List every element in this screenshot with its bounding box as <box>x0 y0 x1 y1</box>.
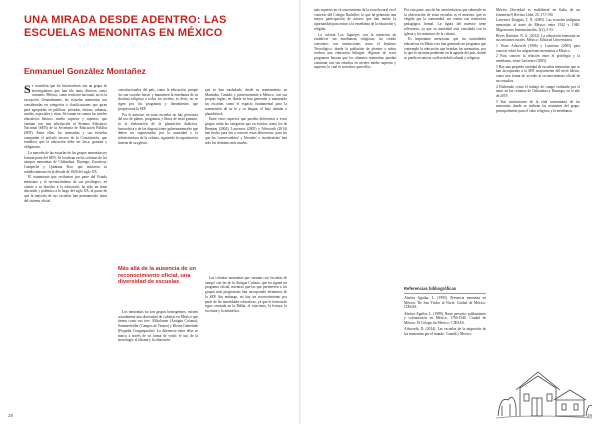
body-column-1 <box>24 84 107 404</box>
drop-cap: S <box>24 84 31 96</box>
note-entry: 1 Vease Ailsworth (1996) y Lawrence (2005) para conocer sobre los migraciones menonitas a México. <box>496 43 580 53</box>
paragraph: Es importante mencionar que las autoridades educativas en México no han generado un programa que contemple la educación que brindan los menonitas, por lo que es un tema pendiente en la agenda del país, donde se pueda reconocer su diversidad cultural y religiosa. <box>404 37 486 61</box>
article-author: Enmanuel González Montañez <box>24 66 146 76</box>
page-number: 28 <box>8 413 14 418</box>
note-entry: México (Sociedad es multilineal en Italia de un fenomeno?) Revista Líder, 25, 171-190. <box>496 8 580 17</box>
article-title: UNA MIRADA DESDE ADENTRO: LAS ESCUELAS MENONITAS EN MÉXICO <box>24 14 227 39</box>
paragraph: La colonia Los Jagüeyes con la intención de establecer sus enseñanzas religiosas, ha creado convenios con instituciones como el Instituto Tecnológico, donde la población de jóvenes y niños reciben una educación bilingüe. Algunos de estos programas buscan que los alumnos menonitas puedan continuar con sus estudios en niveles medio superior y superior, lo cual es novedoso para ellos. <box>314 32 396 70</box>
note-entry: 3 Hay una pequeña cantidad de escuelas menonitas que se han incorporado a la SEP, mayormente del nivel básico, como una forma de acceder al reconocimiento oficial de sus estudios. <box>496 64 580 83</box>
paragraph: más expertos en el conocimiento de la escuela rural en el contexto del Colegio Bachiller, lo que ha generado una mayor participación de actores que han tenido la oportunidad para entrar a la enseñanza de la educación y religión. <box>314 8 396 31</box>
note-entry: 5 Son instituciones de la vida comunitaria de los menonitas donde se realizan las reuniones del grupo, principalmente para el culto religioso y la enseñanza. <box>496 99 580 114</box>
bibliography-list <box>404 296 486 408</box>
note-entry: 2 Para conocer la relación entre el privilegio y la enseñanza, véase Lawrence (2005). <box>496 54 580 64</box>
paragraph: Entre estos aspectos que pueden diferenciar a estos grupos están las categorías que en escritos como los de Bennion (2004), Lawrence (2005) y Ailsworth (2014) han hecho para dar a conocer estas diferencias, para los que los 'conservadores' y 'liberales' o 'modernistas' han sido los términos más usados. <box>205 117 287 145</box>
paragraph: Por otra parte, una de las características que sobresale en la observación de estas escuelas es el maestro, que es elegido por la comunidad, sin contar con formación pedagógica formal. La figura del maestro tiene relevancia, ya que su autoridad está vinculada con la iglesia y los ministros de la colonia. <box>404 8 486 36</box>
bibliography-entry: Aboites Aguilar, L. (1999). Norte precario: poblamiento y colonización en México, 1760-1940. Ciudad de México: El Colegio de México / CIESAS. <box>404 311 486 326</box>
paragraph: que se han trasladado, desde su asentamiento en Manitoba, Canadá, y posteriormente a México, con sus propias reglas, en donde se han generado y mantenido las escuelas como el espacio fundamental para la transmisión de su fe y su lengua, el bajo alemán o plautdietsch. <box>205 88 287 116</box>
body-column-2-lower <box>118 310 198 406</box>
bibliography-heading: Referencias bibliográficas <box>404 286 457 291</box>
bibliography-entry: Ailsworth, D. (2014). Las escuelas de la migración de los menonitas por el mundo. Canadá y Mexico. <box>404 327 486 336</box>
notes-column <box>496 8 580 374</box>
body-column-3-lower <box>205 276 287 406</box>
body-column-2 <box>404 8 486 282</box>
paragraph: Las colonias menonitas que cuentan con 'escuelas de campo' son las de la Antigua Colonia, que no siguen un programa oficial, mientras que las que pertenecen a los grupos más progresistas han incorporado elementos de la SEP. Sin embargo, no hay un reconocimiento por parte de las autoridades educativas, ya que la formación sigue centrada en la Biblia, el catecismo, la lectura, la escritura y la aritmética. <box>205 276 287 313</box>
paragraph: constitucionales del país, como la educación, porque 'no son sociales laicas' y mantienen la enseñanza de su doctrina religiosa a todos los niveles, es decir, no se rigen por los programas y lineamientos que proporciona la SEP. <box>118 88 198 111</box>
body-column-1 <box>314 8 396 404</box>
paragraph: El tratamiento que recibieron por parte del Estado mexicano y el reconocimiento de sus privilegios, en cuanto a su derecho a la educación, ha sido un tema discutido y polémico a lo largo del siglo XX, al punto de que la mayoría de sus escuelas han permanecido fuera del sistema oficial. <box>24 175 107 203</box>
paragraph: Los menonitas no son grupos homogéneos, existen actualmente una diversidad de colonias en México que tienen como sus tres: Altkolonier (Antigua Colonia), Sommerfelder (Campos de Verano) y Kleine Gemeinde (Pequeña Congregación). La diferencia entre ellas se marca a través de su forma de vestir, el uso de la tecnología, el idioma y la educación. <box>118 310 198 343</box>
page-number: 29 <box>586 413 592 418</box>
body-column-3 <box>205 88 287 274</box>
section-heading: Más allá de la ausencia de un reconocimiento oficial, una diversidad de escuelas <box>118 266 197 286</box>
divider <box>404 293 486 294</box>
note-entry: 4 Elaborado como el trabajo de campo realizado por el autor en las colonias de Chihuahua y Durango, en el año de 2019. <box>496 84 580 98</box>
right-page <box>300 0 600 424</box>
paragraph: La mayoría de las escuelas de los grupos menonitas no forman parte del SEN. Se localizan en las colonias de los campos menonitas de Chihuahua, Durango, Zacatecas, Campeche y Quintana Roo, que iniciaron su establecimiento en la década de 1920 del siglo XX. <box>24 150 107 174</box>
paragraph: Por lo anterior, en estas escuelas no hay presencia del uso de planes, programas y libros de texto gratuito, ni la elaboración de la planeación didáctica, burocrática y de las disposiciones gubernamentales que deben ser supervisadas por la autoridad y la infraestructura de la colonia, siguiendo la organización interna de su iglesia. <box>118 112 198 145</box>
body-column-2 <box>118 88 198 248</box>
note-entry: Lawrence Douglas, T. N. (2005). Las escuelas indígenas menonitas al norte de México entre 1922 y 1940. Migraciones Internacionales, 3(2), 5-33. <box>496 18 580 32</box>
note-entry: Reyes Ramírez, N. G. (2012). La educación menonita en sus misiones rurales. México: Editorial Universitaria. <box>496 33 580 43</box>
bibliography-entry: Aboites Aguilar, L. (1995). Presencia menonita en México: De San Ysidro al Norte. Ciudad de México: CIESAS. <box>404 296 486 310</box>
paragraph: Se considera que los historiadores son un grupo de investigadores que han ido tanto diversos como comunes. México, como territorio nacional, no es la excepción. Generalmente, las escuelas menonitas son consideradas en categorías o clasificaciones que giran para agruparlas en públicas, privadas, étnicas, urbanas, rurales, especiales y otras. Se toman en cuenta los niveles educativos básicos, medio superior y superior, que cuentan con una adscripción al Sistema Educativo Nacional (SEN) de la Secretaría de Educación Pública (SEP). Entre ellas, los menonitas y sus escuelas comparten el artículo tercero de la Constitución, que establece que la educación debe ser laica, gratuita y obligatoria. <box>24 84 107 150</box>
church-illustration <box>492 348 596 420</box>
